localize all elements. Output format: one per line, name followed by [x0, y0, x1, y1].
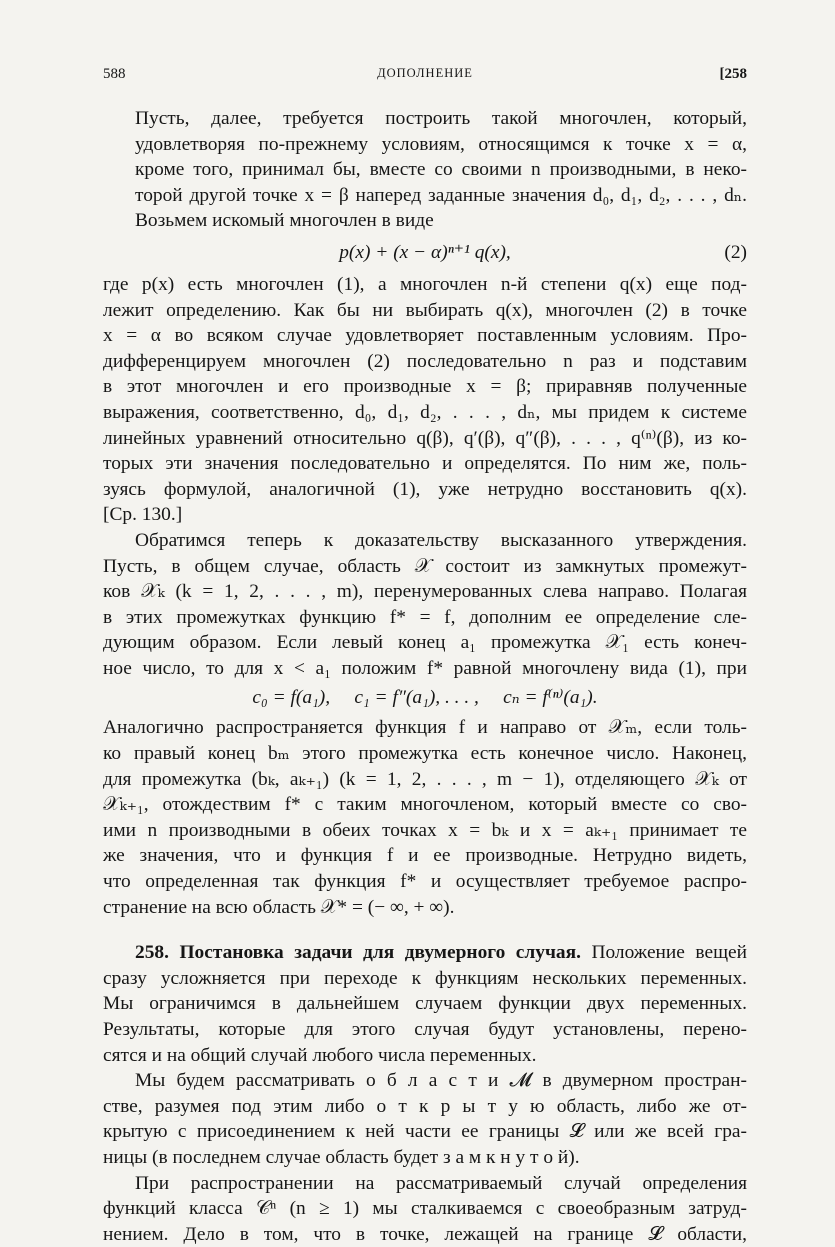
- formula-2: [103, 234, 747, 272]
- text-line: где p(x) есть многочлен (1), а многочлен n-й степени q(x) еще под-: [103, 273, 747, 295]
- text-line: ницы (в последнем случае область будет з а м к н у т о й).: [103, 1146, 580, 1168]
- section-first-line: [103, 940, 747, 966]
- text-line: кроме того, принимал бы, вместе со своими n производными, в неко-: [135, 159, 747, 181]
- text-line: Пусть, далее, требуется построить такой многочлен, который,: [135, 108, 747, 129]
- text-line: удовлетворяя по-прежнему условиям, относящимся к точке x = α,: [135, 133, 747, 155]
- text-line: линейных уравнений относительно q(β), q′(β), q″(β), . . . , q⁽ⁿ⁾(β), из ко-: [103, 427, 747, 449]
- paragraph-3: [103, 528, 747, 554]
- text-line: 𝒳ₖ₊₁, отождествим f* с таким многочленом, который вместе со сво-: [103, 794, 747, 816]
- section-heading: 258. Постановка задачи для двумерного случая.: [135, 942, 581, 964]
- text-line: выражения, соответственно, d₀, d₁, d₂, . . . , dₙ, мы придем к системе: [103, 401, 747, 423]
- text-line: функций класса 𝒞ⁿ (n ≥ 1) мы сталкиваемся с своеобразным затруд-: [103, 1198, 747, 1220]
- text-line: Результаты, которые для этого случая будут установлены, перено-: [103, 1019, 747, 1040]
- text-line: Пусть, в общем случае, область 𝒳 состоит из замкнутых промежут-: [103, 555, 747, 577]
- formula-text: c₀ = f(a₁), c₁ = f″(a₁), . . . , cₙ = f⁽ⁿ⁾(a₁).: [252, 687, 598, 709]
- text-fragment: Положение вещей: [591, 942, 747, 964]
- text-line: сразу усложняется при переходе к функциям нескольких переменных.: [103, 967, 747, 989]
- page-header: [103, 66, 747, 88]
- formula-3: [103, 681, 747, 715]
- text-line: [Ср. 130.]: [103, 504, 183, 526]
- text-line: x = α во всяком случае удовлетворяет поставленным условиям. Про-: [103, 325, 747, 347]
- text-line: ное число, то для x < a₁ положим f* равной многочлену вида (1), при: [103, 657, 747, 679]
- text-line: стве, разумея под этим либо о т к р ы т у ю область, либо же от-: [103, 1095, 747, 1117]
- section-gap: [103, 920, 747, 940]
- page-number: 588: [103, 66, 126, 82]
- paragraph-5: [103, 940, 747, 1068]
- text-line: Возьмем искомый многочлен в виде: [135, 210, 434, 232]
- paragraph-2: [103, 272, 747, 528]
- text-line: странение на всю область 𝒳* = (− ∞, + ∞).: [103, 896, 455, 918]
- paragraph-7: [103, 1171, 747, 1247]
- text-line: сятся и на общий случай любого числа переменных.: [103, 1044, 537, 1066]
- text-line: ими n производными в обеих точках x = bₖ и x = aₖ₊₁ принимает те: [103, 819, 747, 841]
- paragraph-1: [103, 106, 747, 234]
- paragraph-3-cont: [103, 554, 747, 682]
- text-line: нением. Дело в том, что в точке, лежащей на границе 𝓛 области,: [103, 1223, 747, 1245]
- text-line: дующим образом. Если левый конец a₁ промежутка 𝒳₁ есть конеч-: [103, 632, 747, 654]
- page-body: [103, 106, 747, 1247]
- text-line: лежит определению. Как бы ни выбирать q(x), многочлен (2) в точке: [103, 299, 747, 321]
- text-line: Мы будем рассматривать о б л а с т и 𝓜 в двумерном простран-: [135, 1070, 747, 1092]
- text-line: в этот многочлен и его производные x = β; приравняв полученные: [103, 376, 747, 398]
- text-line: Аналогично распространяется функция f и направо от 𝒳ₘ, если толь-: [103, 717, 747, 739]
- text-line: что определенная так функция f* и осуществляет требуемое распро-: [103, 871, 747, 893]
- text-line: крытую с присоединением к ней части ее границы 𝓛 или же всей гра-: [103, 1121, 747, 1143]
- text-line: ков 𝒳ₖ (k = 1, 2, . . . , m), перенумерованных слева направо. Полагая: [103, 581, 747, 603]
- text-line: для промежутка (bₖ, aₖ₊₁) (k = 1, 2, . . . , m − 1), отделяющего 𝒳ₖ от: [103, 768, 747, 790]
- text-line: торых эти значения последовательно и определятся. По ним же, поль-: [103, 453, 747, 475]
- text-line: Обратимся теперь к доказательству высказанного утверждения.: [135, 529, 747, 551]
- text-line: зуясь формулой, аналогичной (1), уже нетрудно восстановить q(x).: [103, 478, 747, 500]
- text-line: же значения, что и функция f и ее производные. Нетрудно видеть,: [103, 845, 747, 867]
- paragraph-4: [103, 715, 747, 920]
- text-line: Мы ограничимся в дальнейшем случаем функции двух переменных.: [103, 993, 747, 1015]
- text-line: торой другой точке x = β наперед заданные значения d₀, d₁, d₂, . . . , dₙ.: [135, 184, 747, 206]
- running-title: ДОПОЛНЕНИЕ: [377, 66, 473, 80]
- section-marker: [258: [719, 66, 747, 82]
- text-line: При распространении на рассматриваемый случай определения: [135, 1172, 747, 1194]
- paragraph-6: [103, 1068, 747, 1170]
- formula-number: (2): [724, 241, 747, 263]
- text-line: дифференцируем многочлен (2) последовательно n раз и подставим: [103, 350, 747, 372]
- text-line: ко правый конец bₘ этого промежутка есть конечное число. Наконец,: [103, 743, 747, 765]
- formula-text: p(x) + (x − α)ⁿ⁺¹ q(x),: [339, 241, 511, 263]
- text-line: в этих промежутках функцию f* = f, дополним ее определение сле-: [103, 606, 747, 628]
